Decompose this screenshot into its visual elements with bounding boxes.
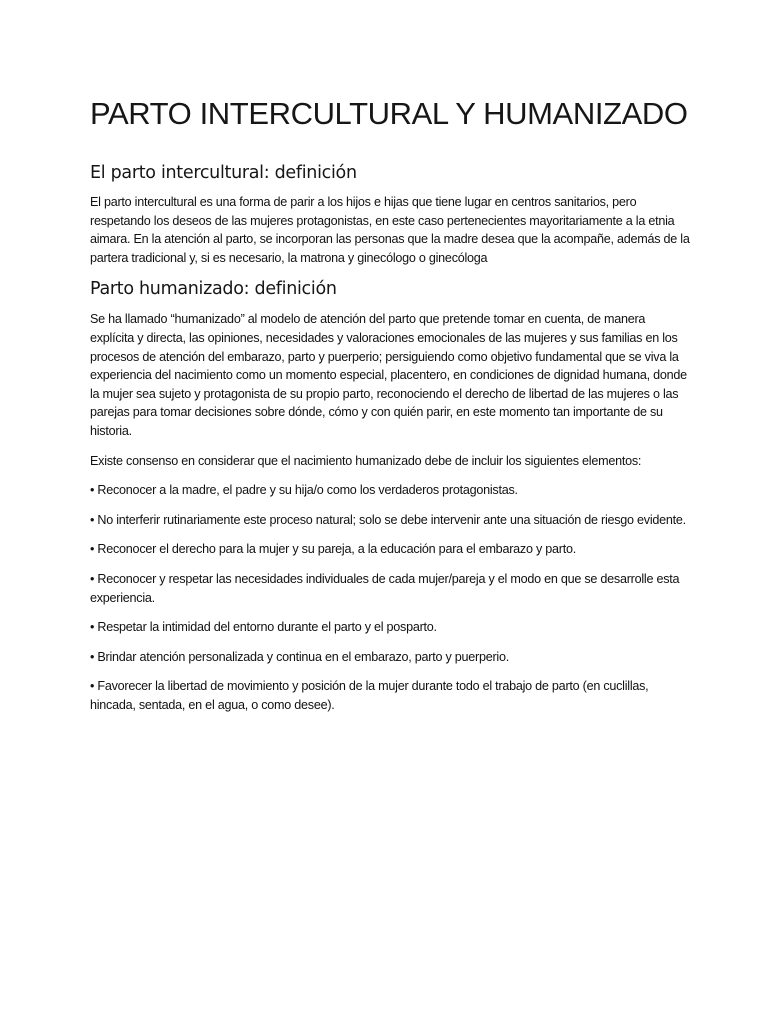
list-item-no-interferir: • No interferir rutinariamente este proceso natural; solo se debe intervenir ante una situación de riesgo evidente. [90,512,686,527]
section-heading-intercultural: El parto intercultural: definición [90,163,357,183]
paragraph-consensus-intro: Existe consenso en considerar que el nacimiento humanizado debe de incluir los siguientes elementos: [90,453,642,468]
section-heading-humanizado: Parto humanizado: definición [90,279,337,300]
list-item-protagonistas: • Reconocer a la madre, el padre y su hija/o como los verdaderos protagonistas. [90,483,518,498]
list-item-libertad-movimiento: • Favorecer la libertad de movimiento y posición de la mujer durante todo el trabajo de parto (en cuclillas, hincada, sentada, en el agua, o como desee). [90,679,649,712]
list-item-intimidad: • Respetar la intimidad del entorno durante el parto y el posparto. [90,620,437,635]
paragraph-intercultural-definition: El parto intercultural es una forma de parir a los hijos e hijas que tiene lugar en centros sanitarios, pero respetando los deseos de las mujeres protagonistas, en este caso pertenecientes mayoritariamente a la etnia aimara. En la atención al parto, se incorporan las personas que la madre desea que la acompañe, además de la partera tradicional y, si es necesario, la matrona y ginecólogo o ginecóloga [90,195,690,265]
paragraph-humanizado-definition: Se ha llamado “humanizado” al modelo de atención del parto que pretende tomar en cuenta, de manera explícita y directa, las opiniones, necesidades y valoraciones emocionales de las mujeres y sus familias en los procesos de atención del embarazo, parto y puerperio; persiguiendo como objetivo fundamental que se viva la experiencia del nacimiento como un momento especial, placentero, en condiciones de dignidad humana, donde la mujer sea sujeto y protagonista de su propio parto, reconociendo el derecho de libertad de las mujeres o las parejas para tomar decisiones sobre dónde, cómo y con quién parir, en este momento tan importante de su historia. [90,312,687,438]
list-item-necesidades-individuales: • Reconocer y respetar las necesidades individuales de cada mujer/pareja y el modo en que se desarrolle esta experiencia. [90,571,680,605]
document-page [90,96,690,725]
list-item-atencion-personalizada: • Brindar atención personalizada y continua en el embarazo, parto y puerperio. [90,649,509,664]
list-item-derecho-educacion: • Reconocer el derecho para la mujer y su pareja, a la educación para el embarazo y parto. [90,542,576,557]
document-title: PARTO INTERCULTURAL Y HUMANIZADO [90,96,688,131]
